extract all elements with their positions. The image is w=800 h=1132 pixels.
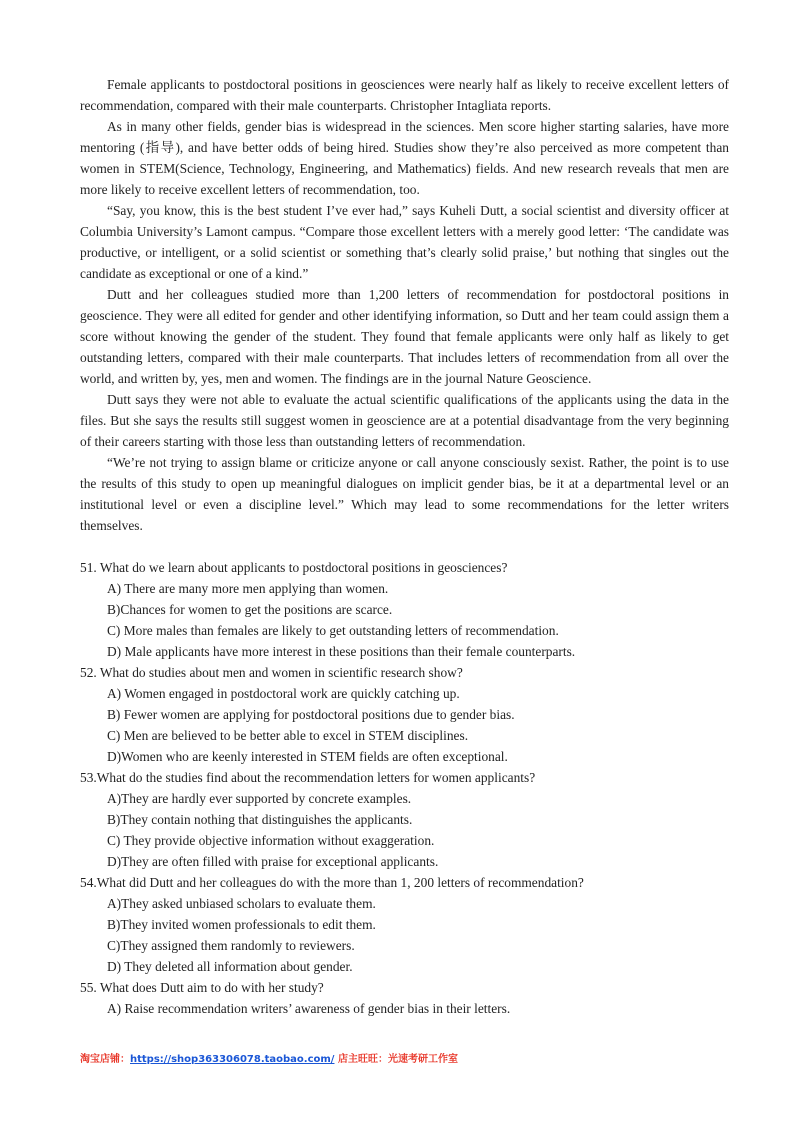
question-stem: 53.What do the studies find about the recommendation letters for women applicants? — [80, 770, 536, 785]
question-stem: 54.What did Dutt and her colleagues do with the more than 1, 200 letters of recommendation? — [80, 875, 584, 890]
option-c: C) They provide objective information without exaggeration. — [107, 833, 435, 848]
option-b: B)Chances for women to get the positions are scarce. — [107, 602, 393, 617]
passage-paragraph: “Say, you know, this is the best student I’ve ever had,” says Kuheli Dutt, a social scientist and diversity officer at Columbia University’s Lamont campus. “Compare those excellent letters with a merely good letter: ‘The candidate was productive, or intelligent, or a solid scientist or something that’s clearly solid praise,’ but nothing that singles out the candidate as exceptional or one of a kind.” — [80, 203, 729, 281]
option-c: C)They assigned them randomly to reviewers. — [107, 938, 355, 953]
question-55 — [80, 977, 729, 1019]
option-d: D) They deleted all information about gender. — [107, 959, 353, 974]
passage — [80, 74, 729, 536]
option-c: C) Men are believed to be better able to excel in STEM disciplines. — [107, 728, 469, 743]
question-54 — [80, 872, 729, 977]
passage-paragraph: Female applicants to postdoctoral positions in geosciences were nearly half as likely to receive excellent letters of recommendation, compared with their male counterparts. Christopher Intagliata reports. — [80, 77, 729, 113]
question-stem: 51. What do we learn about applicants to postdoctoral positions in geosciences? — [80, 560, 508, 575]
option-a: A)They asked unbiased scholars to evaluate them. — [107, 896, 376, 911]
option-c: C) More males than females are likely to get outstanding letters of recommendation. — [107, 623, 559, 638]
passage-paragraph: Dutt says they were not able to evaluate the actual scientific qualifications of the applicants using the data in the files. But she says the results still suggest women in geoscience are at a potential disadvantage from the very beginning of their careers starting with those less than outstanding letters of recommendation. — [80, 392, 729, 449]
passage-paragraph: Dutt and her colleagues studied more than 1,200 letters of recommendation for postdoctoral positions in geoscience. They were all edited for gender and other identifying information, so Dutt and her team could assign them a score without knowing the gender of the student. They found that female applicants were only half as likely to get outstanding letters, compared with their male counterparts. That includes letters of recommendation from all over the world, and written by, yes, men and women. The findings are in the journal Nature Geoscience. — [80, 287, 729, 386]
question-list — [80, 557, 729, 1019]
owner-label: 店主旺旺：光速考研工作室 — [334, 1054, 458, 1065]
option-b: B)They invited women professionals to edit them. — [107, 917, 376, 932]
option-a: A)They are hardly ever supported by concrete examples. — [107, 791, 412, 806]
question-52 — [80, 662, 729, 767]
passage-paragraph: “We’re not trying to assign blame or criticize anyone or call anyone consciously sexist. Rather, the point is to use the results of this study to open up meaningful dialogues on implicit gender bias, be it at a departmental level or an institutional level or even a discipline level.” Which may lead to some recommendations for the letter writers themselves. — [80, 455, 729, 533]
option-d: D)They are often filled with praise for exceptional applicants. — [107, 854, 439, 869]
question-53 — [80, 767, 729, 872]
shop-link[interactable]: https://shop363306078.taobao.com/ — [130, 1054, 335, 1065]
option-a: A) There are many more men applying than women. — [107, 581, 389, 596]
option-b: B) Fewer women are applying for postdoctoral positions due to gender bias. — [107, 707, 515, 722]
option-a: A) Women engaged in postdoctoral work are quickly catching up. — [107, 686, 460, 701]
option-d: D) Male applicants have more interest in these positions than their female counterparts. — [107, 644, 576, 659]
option-a: A) Raise recommendation writers’ awareness of gender bias in their letters. — [107, 1001, 511, 1016]
passage-paragraph: As in many other fields, gender bias is widespread in the sciences. Men score higher starting salaries, have more mentoring (指导), and have better odds of being hired. Studies show they’re also perceived as more competent than women in STEM(Science, Technology, Engineering, and Mathematics) fields. And new research reveals that men are more likely to receive excellent letters of recommendation, too. — [80, 119, 729, 197]
question-stem: 55. What does Dutt aim to do with her study? — [80, 980, 324, 995]
shop-label: 淘宝店铺： — [80, 1054, 130, 1065]
document-page — [80, 74, 729, 1019]
option-d: D)Women who are keenly interested in STEM fields are often exceptional. — [107, 749, 508, 764]
page-footer — [80, 1050, 458, 1065]
question-51 — [80, 557, 729, 662]
option-b: B)They contain nothing that distinguishes the applicants. — [107, 812, 413, 827]
question-stem: 52. What do studies about men and women in scientific research show? — [80, 665, 463, 680]
